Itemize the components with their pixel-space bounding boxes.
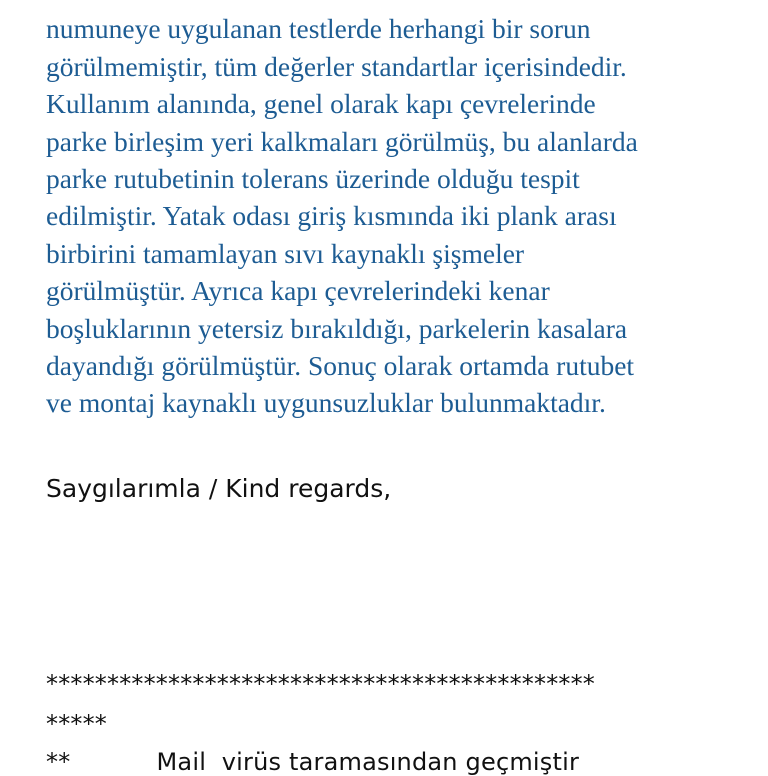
body-line: Kullanım alanında, genel olarak kapı çevrelerinde bbox=[46, 88, 596, 120]
body-line: parke birleşim yeri kalkmaları görülmüş, bu alanlarda bbox=[46, 125, 638, 157]
footer-separator-continued: ***** bbox=[46, 710, 107, 738]
closing-regards: Saygılarımla / Kind regards, bbox=[46, 474, 392, 503]
body-line: dayandığı görülmüştür. Sonuç olarak ortamda rutubet bbox=[46, 350, 635, 382]
body-line: ve montaj kaynaklı uygunsuzluklar bulunmaktadır. bbox=[46, 387, 606, 419]
body-line: edilmiştir. Yatak odası giriş kısmında iki plank arası bbox=[46, 200, 617, 232]
body-line bbox=[46, 0, 746, 10]
body-line: görülmemiştir, tüm değerler standartlar içerisindedir. bbox=[46, 50, 627, 82]
email-body-paragraph bbox=[46, 0, 746, 422]
body-line: görülmüştür. Ayrıca kapı çevrelerindeki kenar bbox=[46, 275, 550, 307]
body-line: parke rutubetinin tolerans üzerinde olduğu tespit bbox=[46, 163, 580, 195]
virus-scan-notice: ** Mail virüs taramasından geçmiştir bbox=[46, 748, 580, 776]
body-line: numuneye uygulanan testlerde herhangi bir sorun bbox=[46, 13, 591, 45]
footer-separator: ********************************************* bbox=[46, 670, 595, 698]
body-line: boşluklarının yetersiz bırakıldığı, parkelerin kasalara bbox=[46, 312, 628, 344]
body-line: birbirini tamamlayan sıvı kaynaklı şişmeler bbox=[46, 237, 525, 269]
